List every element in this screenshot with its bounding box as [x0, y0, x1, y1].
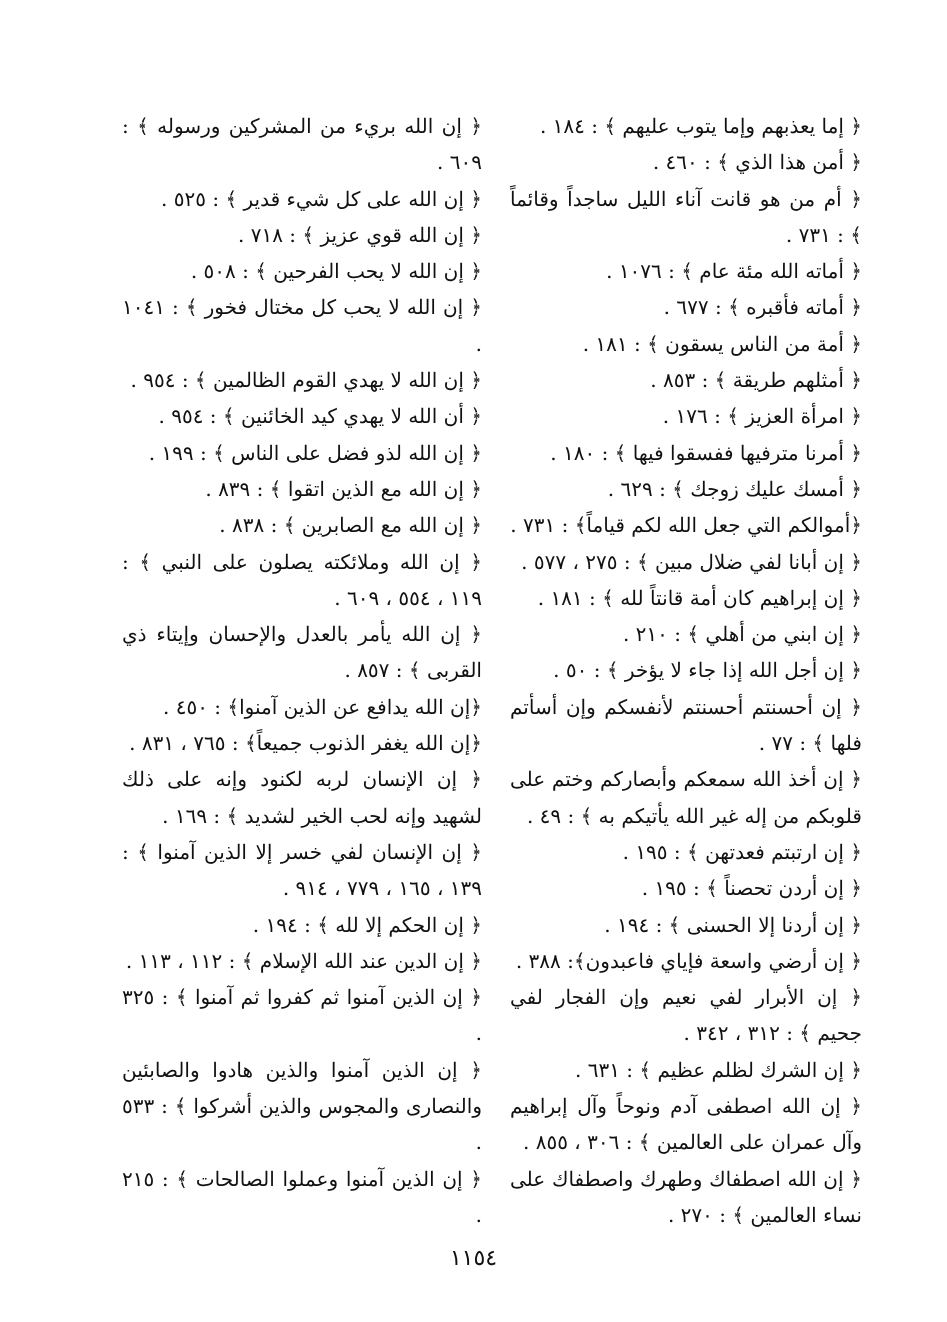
index-entry: ﴿ إن أرضي واسعة فإياي فاعبدون﴾: ٣٨٨ .: [515, 948, 862, 973]
index-entry: ﴿ أماته فأقبره ﴾ : ٦٧٧ .: [663, 295, 862, 320]
index-entry: ﴿ إن الله مع الصابرين ﴾ : ٨٣٨ .: [219, 513, 482, 538]
index-entry: ﴿ إن الإنسان لفي خسر إلا الذين آمنوا ﴾ : ١٣٩ ، ١٦٥ ، ٧٧٩ ، ٩١٤ .: [122, 839, 482, 901]
index-entry: ﴿ أماته الله مئة عام ﴾ : ١٠٧٦ .: [606, 259, 862, 284]
index-entry: ﴿ أمسك عليك زوجك ﴾ : ٦٢٩ .: [607, 476, 862, 501]
left-column: [122, 108, 482, 1233]
index-entry: ﴿ أمة من الناس يسقون ﴾ : ١٨١ .: [582, 331, 862, 356]
index-entry: ﴿ أن الله لا يهدي كيد الخائنين ﴾ : ٩٥٤ .: [158, 404, 482, 429]
index-entry: ﴿أموالكم التي جعل الله لكم قياماً﴾ : ٧٣١ .: [510, 513, 862, 538]
index-entry: ﴿ إن الأبرار لفي نعيم وإن الفجار لفي جحيم ﴾ : ٣١٢ ، ٣٤٢ .: [510, 985, 862, 1046]
index-entry: ﴿ إن أجل الله إذا جاء لا يؤخر ﴾ : ٥٠ .: [553, 658, 862, 683]
index-entry: ﴿ إن الذين آمنوا ثم كفروا ثم آمنوا ﴾ : ٣٢٥ .: [122, 985, 482, 1046]
index-entry: ﴿ إن الله لذو فضل على الناس ﴾ : ١٩٩ .: [148, 440, 482, 465]
index-entry: ﴿ إن الله وملائكته يصلون على النبي ﴾ : ١١٩ ، ٥٥٤ ، ٦٠٩ .: [122, 549, 482, 610]
index-entry: ﴿ إن الله اصطفاك وطهرك واصطفاك على نساء العالمين ﴾ : ٢٧٠ .: [510, 1166, 862, 1227]
index-entry: ﴿إن الله يغفر الذنوب جميعاً﴾ : ٧٦٥ ، ٨٣١ .: [129, 731, 482, 756]
index-entry: ﴿ إن الله يأمر بالعدل والإحسان وإيتاء ذي القربى ﴾ : ٨٥٧ .: [122, 622, 482, 683]
index-entry: ﴿ إن الشرك لظلم عظيم ﴾ : ٦٣١ .: [574, 1057, 862, 1082]
index-entry: ﴿ امرأة العزيز ﴾ : ١٧٦ .: [662, 404, 862, 429]
index-entry: ﴿ أمن هذا الذي ﴾ : ٤٦٠ .: [652, 150, 862, 175]
index-entry: ﴿ إن الله قوي عزيز ﴾ : ٧١٨ .: [238, 222, 482, 247]
index-entry: ﴿ إن الله على كل شيء قدير ﴾ : ٥٢٥ .: [161, 186, 482, 211]
index-entry: ﴿ إن الذين آمنوا والذين هادوا والصابئين والنصارى والمجوس والذين أشركوا ﴾ : ٥٣٣ .: [122, 1057, 482, 1155]
index-entry: ﴿إن الله يدافع عن الذين آمنوا﴾ : ٤٥٠ .: [163, 694, 482, 719]
index-entry: ﴿ أمرنا مترفيها ففسقوا فيها ﴾ : ١٨٠ .: [550, 440, 862, 465]
index-entry: ﴿ إن أردن تحصناً ﴾ : ١٩٥ .: [641, 876, 862, 901]
index-entry: ﴿ إن الحكم إلا لله ﴾ : ١٩٤ .: [252, 912, 482, 937]
index-entry: ﴿ أم من هو قانت آناء الليل ساجداً وقائماً ﴾ : ٧٣١ .: [510, 186, 862, 247]
index-entry: ﴿ إما يعذبهم وإما يتوب عليهم ﴾ : ١٨٤ .: [539, 114, 862, 138]
index-entry: ﴿ إن ارتبتم فعدتهن ﴾ : ١٩٥ .: [622, 839, 862, 864]
index-entry: ﴿ إن الدين عند الله الإسلام ﴾ : ١١٢ ، ١١٣ .: [125, 948, 482, 973]
right-column: [510, 108, 862, 1233]
index-entry: ﴿ إن الله لا يحب كل مختال فخور ﴾ : ١٠٤١ .: [122, 295, 482, 356]
index-entry: ﴿ إن أبانا لفي ضلال مبين ﴾ : ٢٧٥ ، ٥٧٧ .: [521, 549, 862, 574]
index-entry: ﴿ إن أخذ الله سمعكم وأبصاركم وختم على قلوبكم من إله غير الله يأتيكم به ﴾ : ٤٩ .: [510, 767, 862, 828]
index-entry: ﴿ إن الله بريء من المشركين ورسوله ﴾ : ٦٠٩ .: [122, 114, 482, 175]
page-number: ١١٥٤: [449, 1246, 498, 1271]
index-entry: ﴿ إن الله مع الذين اتقوا ﴾ : ٨٣٩ .: [205, 476, 482, 501]
index-entry: ﴿ إن إبراهيم كان أمة قانتاً لله ﴾ : ١٨١ .: [537, 585, 862, 610]
index-entry: ﴿ إن الله لا يحب الفرحين ﴾ : ٥٠٨ .: [190, 259, 482, 284]
index-entry: ﴿ إن أحسنتم أحسنتم لأنفسكم وإن أسأتم فلها ﴾ : ٧٧ .: [510, 694, 862, 756]
index-entry: ﴿ إن الله لا يهدي القوم الظالمين ﴾ : ٩٥٤ .: [130, 368, 482, 393]
index-entry: ﴿ إن أردنا إلا الحسنى ﴾ : ١٩٤ .: [604, 912, 862, 937]
index-entry: ﴿ إن الذين آمنوا وعملوا الصالحات ﴾ : ٢١٥ .: [122, 1166, 482, 1227]
index-entry: ﴿ إن الله اصطفى آدم ونوحاً وآل إبراهيم وآل عمران على العالمين ﴾ : ٣٠٦ ، ٨٥٥ .: [510, 1094, 862, 1155]
index-entry: ﴿ إن ابني من أهلي ﴾ : ٢١٠ .: [622, 622, 862, 647]
index-entry: ﴿ أمثلهم طريقة ﴾ : ٨٥٣ .: [650, 368, 862, 393]
index-entry: ﴿ إن الإنسان لربه لكنود وإنه على ذلك لشهيد وإنه لحب الخير لشديد ﴾ : ١٦٩ .: [122, 767, 482, 828]
